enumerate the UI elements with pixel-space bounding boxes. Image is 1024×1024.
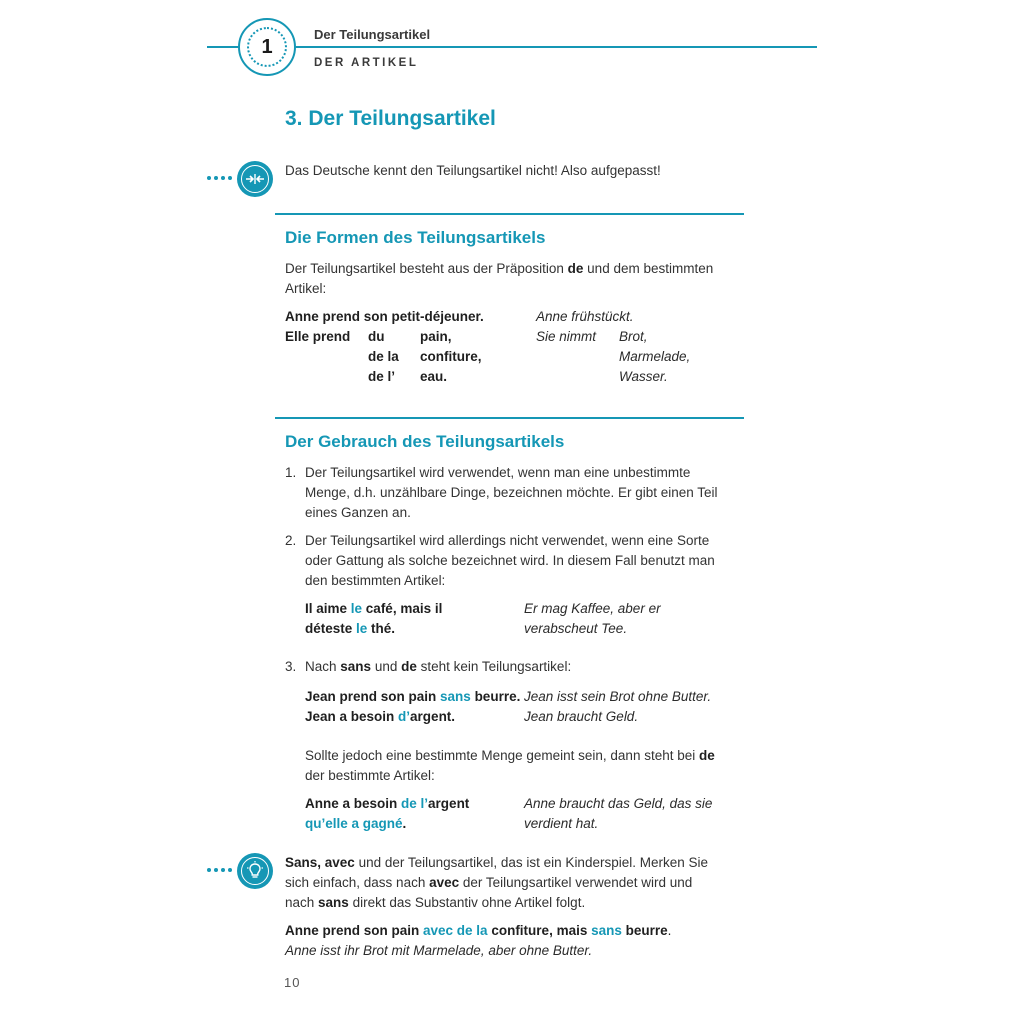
section-rule <box>275 417 744 419</box>
example-de: Anne frühstückt. <box>536 309 634 324</box>
example-fr: Jean a besoin d’argent. <box>305 709 456 724</box>
example-subject-de: Sie nimmt <box>536 329 597 344</box>
list-number: 2. <box>285 533 297 548</box>
noun-fr: eau. <box>420 369 448 384</box>
article-de-l: de l’ <box>368 369 396 384</box>
example-de: verabscheut Tee. <box>524 621 628 636</box>
list-item-2: Der Teilungsartikel wird allerdings nicht verwendet, wenn eine Sorte oder Gattung als solche bezeichnet wird. In diesem Fall benutzt man den bestimmten Artikel: <box>305 533 715 588</box>
noun-fr: confiture, <box>420 349 482 364</box>
header-rule <box>296 46 817 48</box>
noun-de: Marmelade, <box>619 349 691 364</box>
page-number: 10 <box>284 975 301 990</box>
example-de: Jean isst sein Brot ohne Butter. <box>524 689 712 704</box>
tip-example-de: Anne isst ihr Brot mit Marmelade, aber ohne Butter. <box>285 943 593 958</box>
header-rule-left <box>207 46 238 48</box>
running-title: Der Teilungsartikel <box>314 27 431 42</box>
forms-heading: Die Formen des Teilungsartikels <box>285 228 546 247</box>
section-rule <box>275 213 744 215</box>
chapter-number: 1 <box>247 27 287 67</box>
list-item-1: Der Teilungsartikel wird verwendet, wenn man eine unbestimmte Menge, d.h. unzählbare Dinge, bezeichnen möchte. Er gibt einen Teil eines Ganzen an. <box>305 465 718 520</box>
example-fr: Il aime le café, mais il <box>305 601 443 616</box>
example-de: verdient hat. <box>524 816 599 831</box>
list-number: 3. <box>285 659 297 674</box>
margin-dots <box>207 176 232 180</box>
usage-heading: Der Gebrauch des Teilungsartikels <box>285 432 565 451</box>
article-de-la: de la <box>368 349 399 364</box>
example-fr: déteste le thé. <box>305 621 396 636</box>
example-subject-fr: Elle prend <box>285 329 351 344</box>
example-fr: Anne a besoin de l’argent <box>305 796 470 811</box>
noun-de: Wasser. <box>619 369 668 384</box>
arrows-in-icon <box>237 161 273 197</box>
section-label: DER ARTIKEL <box>314 57 419 69</box>
example-de: Jean braucht Geld. <box>524 709 639 724</box>
list-number: 1. <box>285 465 297 480</box>
margin-dots <box>207 868 232 872</box>
example-de: Anne braucht das Geld, das sie <box>524 796 713 811</box>
example-fr: Jean prend son pain sans beurre. <box>305 689 521 704</box>
lightbulb-icon <box>237 853 273 889</box>
forms-paragraph: Der Teilungsartikel besteht aus der Präposition de und dem bestimmten Artikel: <box>285 261 714 296</box>
article-du: du <box>368 329 385 344</box>
list-item-3: Nach sans und de steht kein Teilungsartikel: <box>305 659 572 674</box>
noun-fr: pain, <box>420 329 452 344</box>
tip-paragraph: Sans, avec und der Teilungsartikel, das ist ein Kinderspiel. Merken Sie sich einfach, dass nach avec der Teilungsartikel verwendet wird und nach sans direkt das Substantiv ohne Artikel folgt. <box>285 855 709 910</box>
chapter-badge <box>238 18 296 76</box>
example-de: Er mag Kaffee, aber er <box>524 601 661 616</box>
example-fr: qu’elle a gagné. <box>305 816 407 831</box>
intro-text: Das Deutsche kennt den Teilungsartikel nicht! Also aufgepasst! <box>285 163 661 178</box>
section-title: 3. Der Teilungsartikel <box>285 107 496 130</box>
noun-de: Brot, <box>619 329 648 344</box>
note-paragraph: Sollte jedoch eine bestimmte Menge gemeint sein, dann steht bei de der bestimmte Artikel: <box>305 748 715 783</box>
example-fr: Anne prend son petit-déjeuner. <box>285 309 484 324</box>
tip-example-fr: Anne prend son pain avec de la confiture, mais sans beurre. <box>285 923 672 938</box>
